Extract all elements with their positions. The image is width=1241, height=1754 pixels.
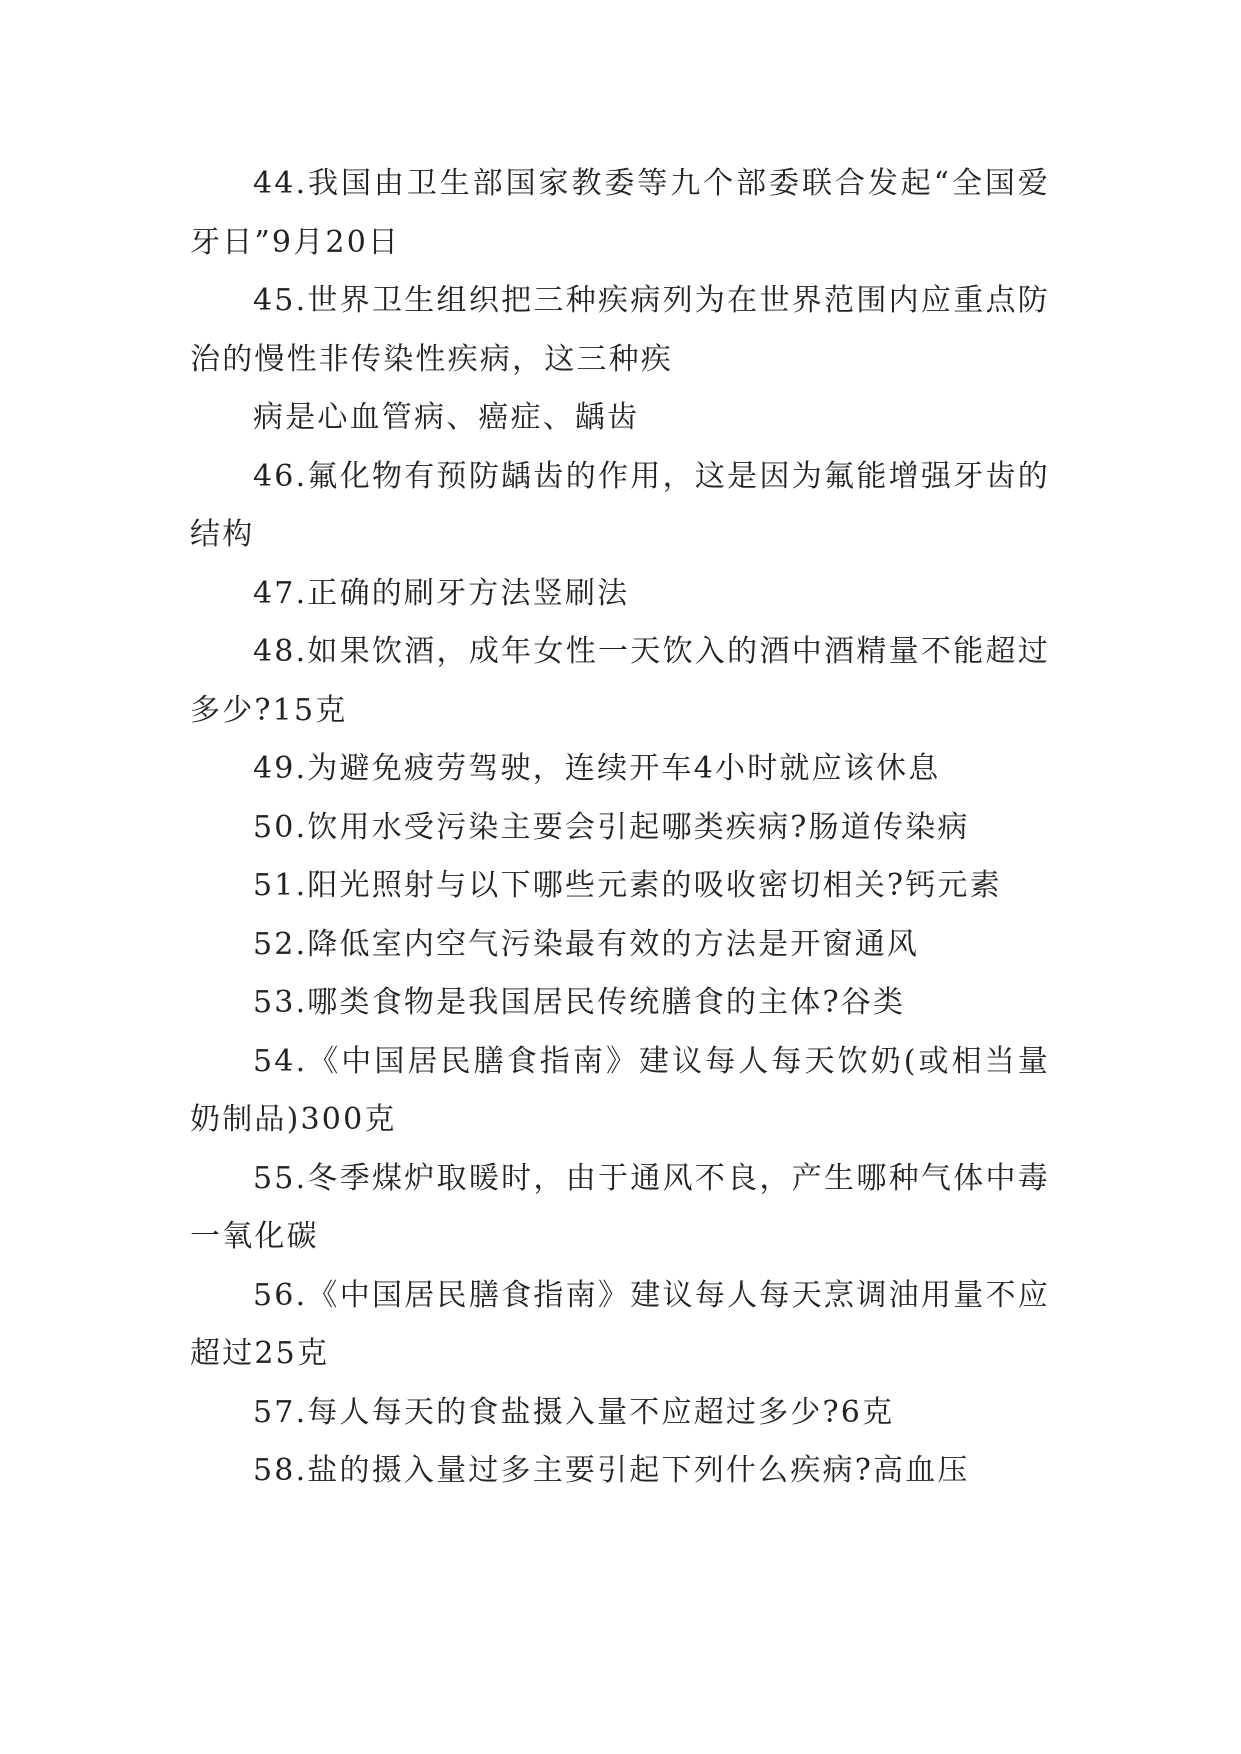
paragraph-q54: 54.《中国居民膳食指南》建议每人每天饮奶(或相当量奶制品)300克 [190, 1043, 1050, 1137]
paragraph-q58: 58.盐的摄入量过多主要引起下列什么疾病?高血压 [253, 1453, 970, 1488]
paragraph-q57: 57.每人每天的食盐摄入量不应超过多少?6克 [253, 1394, 895, 1430]
paragraph-q48: 48.如果饮酒，成年女性一天饮入的酒中酒精量不能超过多少?15克 [190, 634, 1050, 728]
paragraph-q51: 51.阳光照射与以下哪些元素的吸收密切相关?钙元素 [253, 868, 1002, 903]
paragraph-q56: 56.《中国居民膳食指南》建议每人每天烹调油用量不应超过25克 [190, 1277, 1050, 1371]
paragraph-q52: 52.降低室内空气污染最有效的方法是开窗通风 [253, 926, 920, 962]
paragraph-q47: 47.正确的刷牙方法竖刷法 [253, 575, 630, 611]
paragraph-q45: 45.世界卫生组织把三种疾病列为在世界范围内应重点防治的慢性非传染性疾病，这三种疾 [190, 283, 1050, 377]
paragraph-q45-continued: 病是心血管病、癌症、龋齿 [253, 400, 640, 435]
paragraph-q49: 49.为避免疲劳驾驶，连续开车4小时就应该休息 [253, 751, 941, 786]
document-body [190, 155, 1050, 1501]
paragraph-q46: 46.氟化物有预防龋齿的作用，这是因为氟能增强牙齿的结构 [190, 458, 1050, 552]
paragraph-q53: 53.哪类食物是我国居民传统膳食的主体?谷类 [253, 985, 906, 1020]
paragraph-q55: 55.冬季煤炉取暖时，由于通风不良，产生哪种气体中毒一氧化碳 [190, 1160, 1050, 1254]
paragraph-q44: 44.我国由卫生部国家教委等九个部委联合发起“全国爱牙日”9月20日 [190, 166, 1050, 260]
paragraph-q50: 50.饮用水受污染主要会引起哪类疾病?肠道传染病 [253, 809, 970, 845]
